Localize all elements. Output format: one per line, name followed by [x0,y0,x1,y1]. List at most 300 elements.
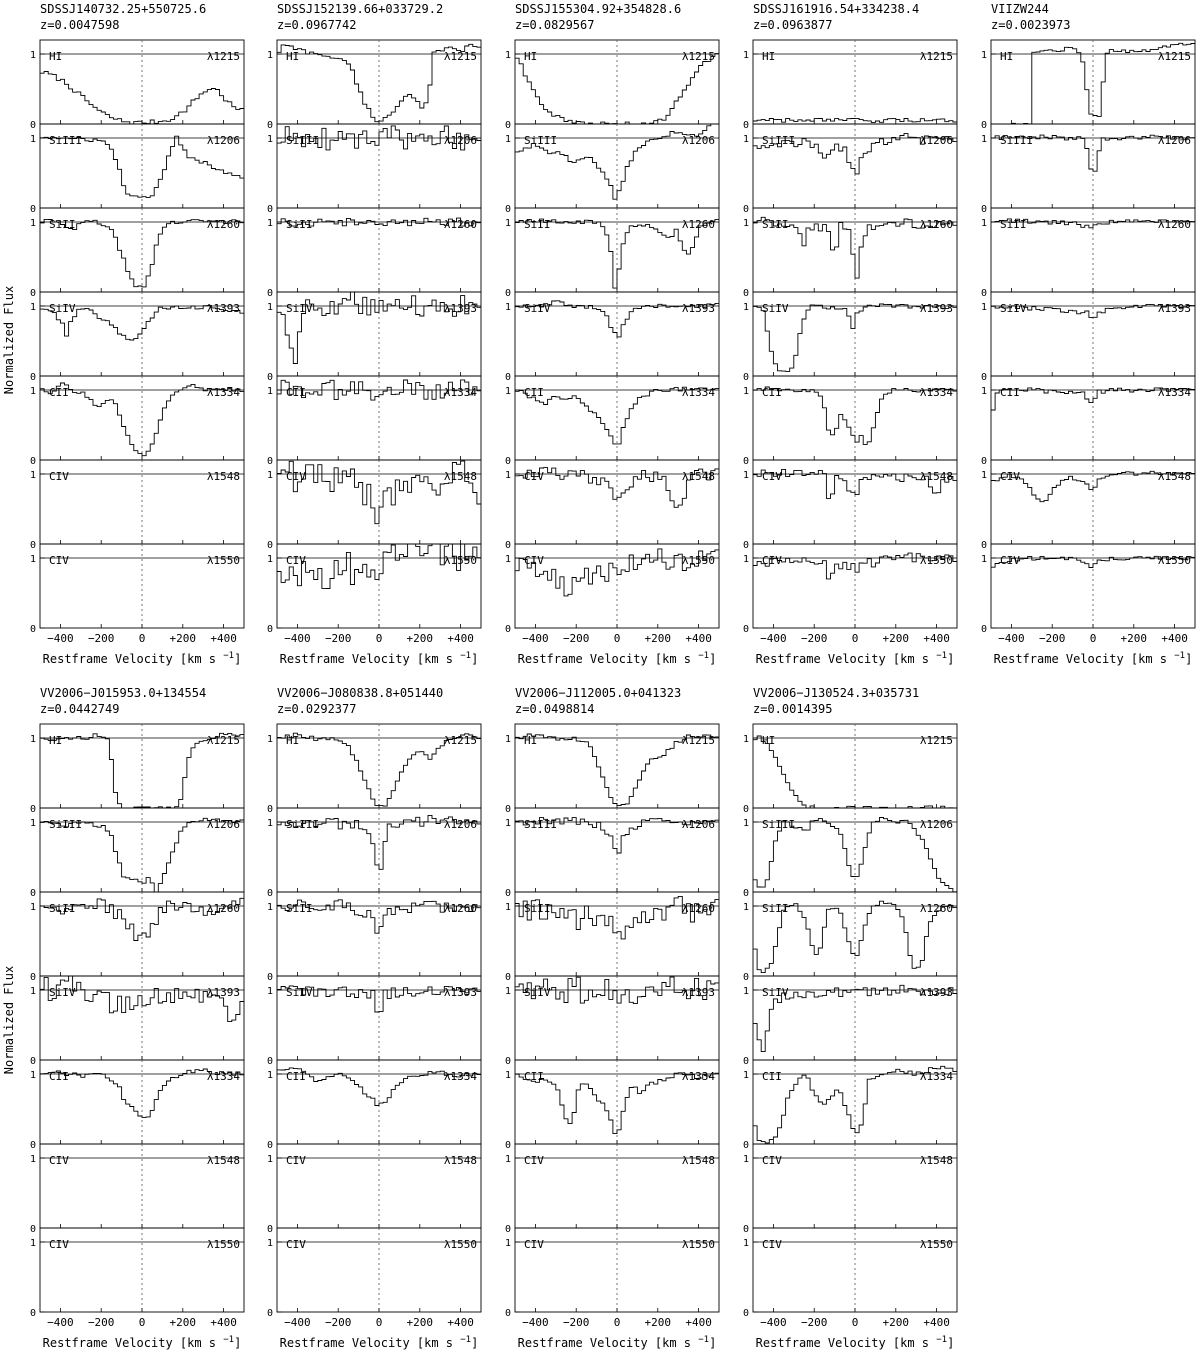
x-axis-label: Restframe Velocity [km s $^{-1}$] [42,1335,242,1350]
wavelength-label: λ1550 [206,554,240,567]
x-tick-label: +200 [1120,632,1148,645]
x-axis-label: Restframe Velocity [km s $^{-1}$] [517,651,717,666]
wavelength-label: λ1206 [681,134,715,147]
wavelength-label: λ1548 [919,470,953,483]
transition-panel [505,1144,719,1235]
wavelength-label: λ1548 [443,1154,477,1167]
wavelength-label: λ1550 [919,554,953,567]
y-tick-label: 0 [980,540,987,551]
x-axis-label: Restframe Velocity [km s $^{-1}$] [755,651,955,666]
y-tick-label: 1 [29,470,36,481]
y-tick-label: 0 [266,1308,273,1319]
flux-histogram [515,54,719,124]
transition-panel [505,544,719,635]
y-tick-label: 0 [742,1224,749,1235]
y-tick-label: 0 [266,540,273,551]
transition-panel [743,376,957,467]
ion-label: HI [524,50,538,63]
y-tick-label: 0 [742,888,749,899]
wavelength-label: λ1393 [206,302,240,315]
redshift-label: z=0.0014395 [753,702,833,716]
transition-panel [743,808,957,899]
transition-panel [743,724,957,815]
transition-panel [981,208,1195,299]
y-tick-label: 0 [29,1308,36,1319]
ion-label: SiII [1000,218,1027,231]
wavelength-label: λ1393 [919,986,953,999]
y-tick-label: 0 [980,120,987,131]
ion-label: CIV [49,1238,69,1251]
y-tick-label: 0 [266,120,273,131]
ion-label: CIV [49,470,69,483]
redshift-label: z=0.0967742 [277,18,357,32]
y-tick-label: 0 [504,888,511,899]
transition-panel [505,376,719,467]
spectrum-column [267,2,481,666]
wavelength-label: λ1215 [919,50,953,63]
x-tick-label: +200 [644,1316,672,1329]
wavelength-label: λ1550 [919,1238,953,1251]
y-tick-label: 0 [742,204,749,215]
y-tick-label: 1 [980,386,987,397]
y-tick-label: 1 [742,986,749,997]
y-tick-label: 0 [266,288,273,299]
x-tick-label: +200 [406,632,434,645]
y-tick-label: 0 [504,204,511,215]
redshift-label: z=0.0292377 [277,702,357,716]
wavelength-label: λ1260 [443,902,477,915]
spectrum-column [505,686,719,1350]
spectrum-column [267,686,481,1350]
transition-panel [505,808,719,899]
y-tick-label: 1 [29,1070,36,1081]
transition-panel [30,208,244,299]
ion-label: SiIV [286,986,313,999]
spectrum-column [981,2,1195,666]
x-tick-label: 0 [375,1316,383,1329]
y-tick-label: 0 [266,1140,273,1151]
y-tick-label: 1 [29,734,36,745]
y-tick-label: 1 [266,1238,273,1249]
x-tick-label: −200 [800,632,828,645]
spectrum-column [743,686,957,1350]
x-tick-label: +200 [169,1316,197,1329]
ion-label: HI [524,734,538,747]
ion-label: SiII [49,218,76,231]
wavelength-label: λ1393 [443,986,477,999]
x-axis-label: Restframe Velocity [km s $^{-1}$] [755,1335,955,1350]
y-tick-label: 0 [29,1224,36,1235]
y-tick-label: 0 [29,456,36,467]
y-tick-label: 1 [266,734,273,745]
ion-label: HI [762,734,776,747]
ion-label: SiII [524,218,551,231]
wavelength-label: λ1334 [919,1070,953,1083]
ion-label: SiIV [524,986,551,999]
y-tick-label: 1 [504,302,511,313]
wavelength-label: λ1260 [1157,218,1191,231]
y-tick-label: 1 [504,818,511,829]
x-tick-label: 0 [375,632,383,645]
ion-label: CII [762,386,782,399]
transition-panel [981,124,1195,215]
transition-panel [505,724,719,815]
wavelength-label: λ1334 [681,386,715,399]
wavelength-label: λ1206 [1157,134,1191,147]
wavelength-label: λ1548 [206,1154,240,1167]
wavelength-label: λ1215 [206,734,240,747]
ion-label: CIV [524,554,544,567]
ion-label: SiIII [524,134,558,147]
ion-label: SiIII [762,134,796,147]
wavelength-label: λ1206 [919,818,953,831]
y-tick-label: 0 [980,204,987,215]
sightline-title: VV2006−J015953.0+134554 [40,686,207,700]
transition-panel [267,1228,481,1319]
ion-label: CII [286,1070,306,1083]
ion-label: CII [286,386,306,399]
wavelength-label: λ1215 [1157,50,1191,63]
wavelength-label: λ1206 [443,818,477,831]
transition-panel [30,1228,244,1319]
x-tick-label: −400 [998,632,1025,645]
wavelength-label: λ1215 [681,50,715,63]
ion-label: CIV [762,1238,782,1251]
transition-panel [505,40,719,131]
ion-label: HI [1000,50,1014,63]
ion-label: SiIV [49,986,76,999]
x-tick-label: +200 [406,1316,434,1329]
y-tick-label: 0 [742,624,749,635]
wavelength-label: λ1393 [681,986,715,999]
y-tick-label: 1 [29,554,36,565]
y-tick-label: 1 [29,302,36,313]
y-tick-label: 1 [29,818,36,829]
y-tick-label: 0 [266,456,273,467]
y-tick-label: 1 [504,554,511,565]
ion-label: SiIII [762,818,796,831]
transition-panel [267,292,481,383]
transition-panel [30,124,244,215]
ion-label: SiIV [49,302,76,315]
y-tick-label: 1 [504,386,511,397]
y-tick-label: 1 [266,1154,273,1165]
ion-label: HI [49,50,63,63]
wavelength-label: λ1260 [681,218,715,231]
y-tick-label: 0 [29,1056,36,1067]
redshift-label: z=0.0829567 [515,18,595,32]
sightline-title: SDSSJ161916.54+334238.4 [753,2,920,16]
y-tick-label: 0 [504,120,511,131]
wavelength-label: λ1215 [919,734,953,747]
y-tick-label: 0 [980,624,987,635]
y-tick-label: 1 [742,386,749,397]
x-tick-label: −400 [760,632,787,645]
ion-label: HI [286,50,300,63]
y-tick-label: 1 [29,1154,36,1165]
y-tick-label: 1 [504,1070,511,1081]
wavelength-label: λ1260 [206,218,240,231]
wavelength-label: λ1393 [206,986,240,999]
y-tick-label: 1 [266,818,273,829]
transition-panel [505,124,719,215]
transition-panel [743,1228,957,1319]
transition-panel [30,808,244,899]
y-tick-label: 0 [742,972,749,983]
transition-panel [267,460,481,551]
y-tick-label: 0 [980,288,987,299]
x-tick-label: 0 [1089,632,1097,645]
transition-panel [30,724,244,815]
y-tick-label: 1 [266,986,273,997]
x-tick-label: 0 [851,632,859,645]
transition-panel [267,724,481,815]
x-tick-label: 0 [851,1316,859,1329]
x-tick-label: −400 [760,1316,787,1329]
transition-panel [267,808,481,899]
y-tick-label: 0 [504,1224,511,1235]
ion-label: CIV [762,554,782,567]
x-tick-label: +400 [1161,632,1188,645]
y-tick-label: 0 [980,456,987,467]
y-tick-label: 1 [980,134,987,145]
ion-label: SiII [286,902,313,915]
transition-panel [743,976,957,1067]
transition-panel [267,892,481,983]
ion-label: CII [524,386,544,399]
transition-panel [743,292,957,383]
y-tick-label: 1 [742,470,749,481]
y-tick-label: 1 [266,50,273,61]
wavelength-label: λ1548 [443,470,477,483]
y-tick-label: 1 [29,134,36,145]
ion-label: CIV [762,470,782,483]
wavelength-label: λ1260 [681,902,715,915]
wavelength-label: λ1550 [443,1238,477,1251]
spectrum-column [505,2,719,666]
y-tick-label: 0 [29,804,36,815]
wavelength-label: λ1548 [681,1154,715,1167]
wavelength-label: λ1206 [919,134,953,147]
y-tick-label: 1 [504,134,511,145]
transition-panel [505,892,719,983]
y-tick-label: 1 [29,1238,36,1249]
x-tick-label: −200 [87,1316,115,1329]
transition-panel [981,292,1195,383]
y-tick-label: 0 [980,372,987,383]
y-tick-label: 1 [29,50,36,61]
x-tick-label: +400 [210,1316,237,1329]
redshift-label: z=0.0498814 [515,702,595,716]
ion-label: CIV [286,470,306,483]
transition-panel [743,544,957,635]
y-axis-label-top: Normalized Flux [2,285,16,395]
sightline-title: SDSSJ140732.25+550725.6 [40,2,207,16]
wavelength-label: λ1334 [206,386,240,399]
redshift-label: z=0.0963877 [753,18,833,32]
wavelength-label: λ1393 [919,302,953,315]
ion-label: SiIII [524,818,558,831]
ion-label: CII [49,386,69,399]
x-tick-label: −200 [562,1316,590,1329]
y-tick-label: 1 [504,902,511,913]
x-tick-label: +400 [685,1316,712,1329]
y-tick-label: 0 [266,372,273,383]
spectrum-column [30,2,244,666]
wavelength-label: λ1206 [443,134,477,147]
y-tick-label: 0 [29,972,36,983]
ion-label: SiIII [1000,134,1034,147]
transition-panel [505,1060,719,1151]
y-tick-label: 1 [504,1238,511,1249]
transition-panel [30,1144,244,1235]
transition-panel [30,544,244,635]
y-tick-label: 0 [742,804,749,815]
spectrum-column [743,2,957,666]
sightline-title: VV2006−J130524.3+035731 [753,686,920,700]
wavelength-label: λ1215 [681,734,715,747]
y-tick-label: 0 [266,888,273,899]
redshift-label: z=0.0047598 [40,18,120,32]
transition-panel [505,208,719,299]
ion-label: CIV [286,1238,306,1251]
ion-label: HI [49,734,63,747]
y-tick-label: 1 [742,1238,749,1249]
y-tick-label: 1 [742,302,749,313]
x-tick-label: +400 [923,632,950,645]
y-tick-label: 0 [29,624,36,635]
ion-label: CIV [524,470,544,483]
y-tick-label: 0 [504,804,511,815]
y-tick-label: 1 [29,218,36,229]
y-tick-label: 0 [742,540,749,551]
y-tick-label: 1 [504,734,511,745]
x-tick-label: +400 [923,1316,950,1329]
y-tick-label: 0 [742,1140,749,1151]
wavelength-label: λ1334 [1157,386,1191,399]
wavelength-label: λ1550 [681,554,715,567]
y-tick-label: 0 [504,624,511,635]
y-tick-label: 0 [504,540,511,551]
ion-label: CII [524,1070,544,1083]
y-tick-label: 1 [742,554,749,565]
transition-panel [981,40,1195,131]
ion-label: CII [49,1070,69,1083]
ion-label: CII [762,1070,782,1083]
x-tick-label: +400 [210,632,237,645]
ion-label: CIV [762,1154,782,1167]
sightline-title: VIIZW244 [991,2,1049,16]
y-tick-label: 1 [29,902,36,913]
ion-label: CII [1000,386,1020,399]
wavelength-label: λ1334 [919,386,953,399]
y-tick-label: 0 [504,972,511,983]
y-tick-label: 1 [504,470,511,481]
y-tick-label: 1 [742,734,749,745]
x-tick-label: −400 [284,1316,311,1329]
y-tick-label: 0 [266,624,273,635]
transition-panel [267,376,481,467]
ion-label: SiIV [286,302,313,315]
y-tick-label: 1 [980,50,987,61]
y-tick-label: 1 [742,218,749,229]
y-axis-label-bottom: Normalized Flux [2,965,16,1075]
x-tick-label: +200 [644,632,672,645]
ion-label: CIV [1000,554,1020,567]
wavelength-label: λ1215 [443,50,477,63]
y-tick-label: 1 [504,218,511,229]
ion-label: SiII [49,902,76,915]
transition-panel [743,40,957,131]
wavelength-label: λ1260 [443,218,477,231]
transition-panel [981,460,1195,551]
x-tick-label: −400 [522,632,549,645]
wavelength-label: λ1206 [206,818,240,831]
transition-panel [743,124,957,215]
transition-panel [743,460,957,551]
x-tick-label: −200 [1038,632,1066,645]
ion-label: SiIV [762,986,789,999]
x-tick-label: 0 [138,1316,146,1329]
sightline-title: VV2006−J080838.8+051440 [277,686,444,700]
y-tick-label: 1 [742,818,749,829]
transition-panel [981,544,1195,635]
wavelength-label: λ1393 [1157,302,1191,315]
wavelength-label: λ1393 [443,302,477,315]
wavelength-label: λ1334 [681,1070,715,1083]
y-tick-label: 0 [504,456,511,467]
x-tick-label: +200 [882,632,910,645]
transition-panel [267,208,481,299]
wavelength-label: λ1334 [443,386,477,399]
y-tick-label: 1 [504,50,511,61]
y-tick-label: 1 [29,986,36,997]
y-tick-label: 1 [266,1070,273,1081]
wavelength-label: λ1260 [919,218,953,231]
y-tick-label: 0 [29,540,36,551]
ion-label: SiIII [286,818,320,831]
transition-panel [267,124,481,215]
transition-panel [267,40,481,131]
x-axis-label: Restframe Velocity [km s $^{-1}$] [279,651,479,666]
y-tick-label: 0 [266,972,273,983]
y-tick-label: 0 [266,204,273,215]
y-tick-label: 0 [742,456,749,467]
y-tick-label: 0 [742,1308,749,1319]
transition-panel [505,976,719,1067]
ion-label: SiIV [524,302,551,315]
wavelength-label: λ1260 [919,902,953,915]
ion-label: SiIV [762,302,789,315]
y-tick-label: 0 [504,1308,511,1319]
spectrum-column [30,686,244,1350]
y-tick-label: 0 [742,1056,749,1067]
ion-label: SiII [762,218,789,231]
x-tick-label: −200 [800,1316,828,1329]
y-tick-label: 1 [980,554,987,565]
transition-panel [981,376,1195,467]
wavelength-label: λ1548 [1157,470,1191,483]
y-tick-label: 0 [29,120,36,131]
y-tick-label: 1 [742,1154,749,1165]
wavelength-label: λ1206 [206,134,240,147]
y-tick-label: 1 [980,302,987,313]
y-tick-label: 1 [266,134,273,145]
transition-panel [505,292,719,383]
x-tick-label: +200 [169,632,197,645]
redshift-label: z=0.0023973 [991,18,1071,32]
transition-panel [30,40,244,131]
